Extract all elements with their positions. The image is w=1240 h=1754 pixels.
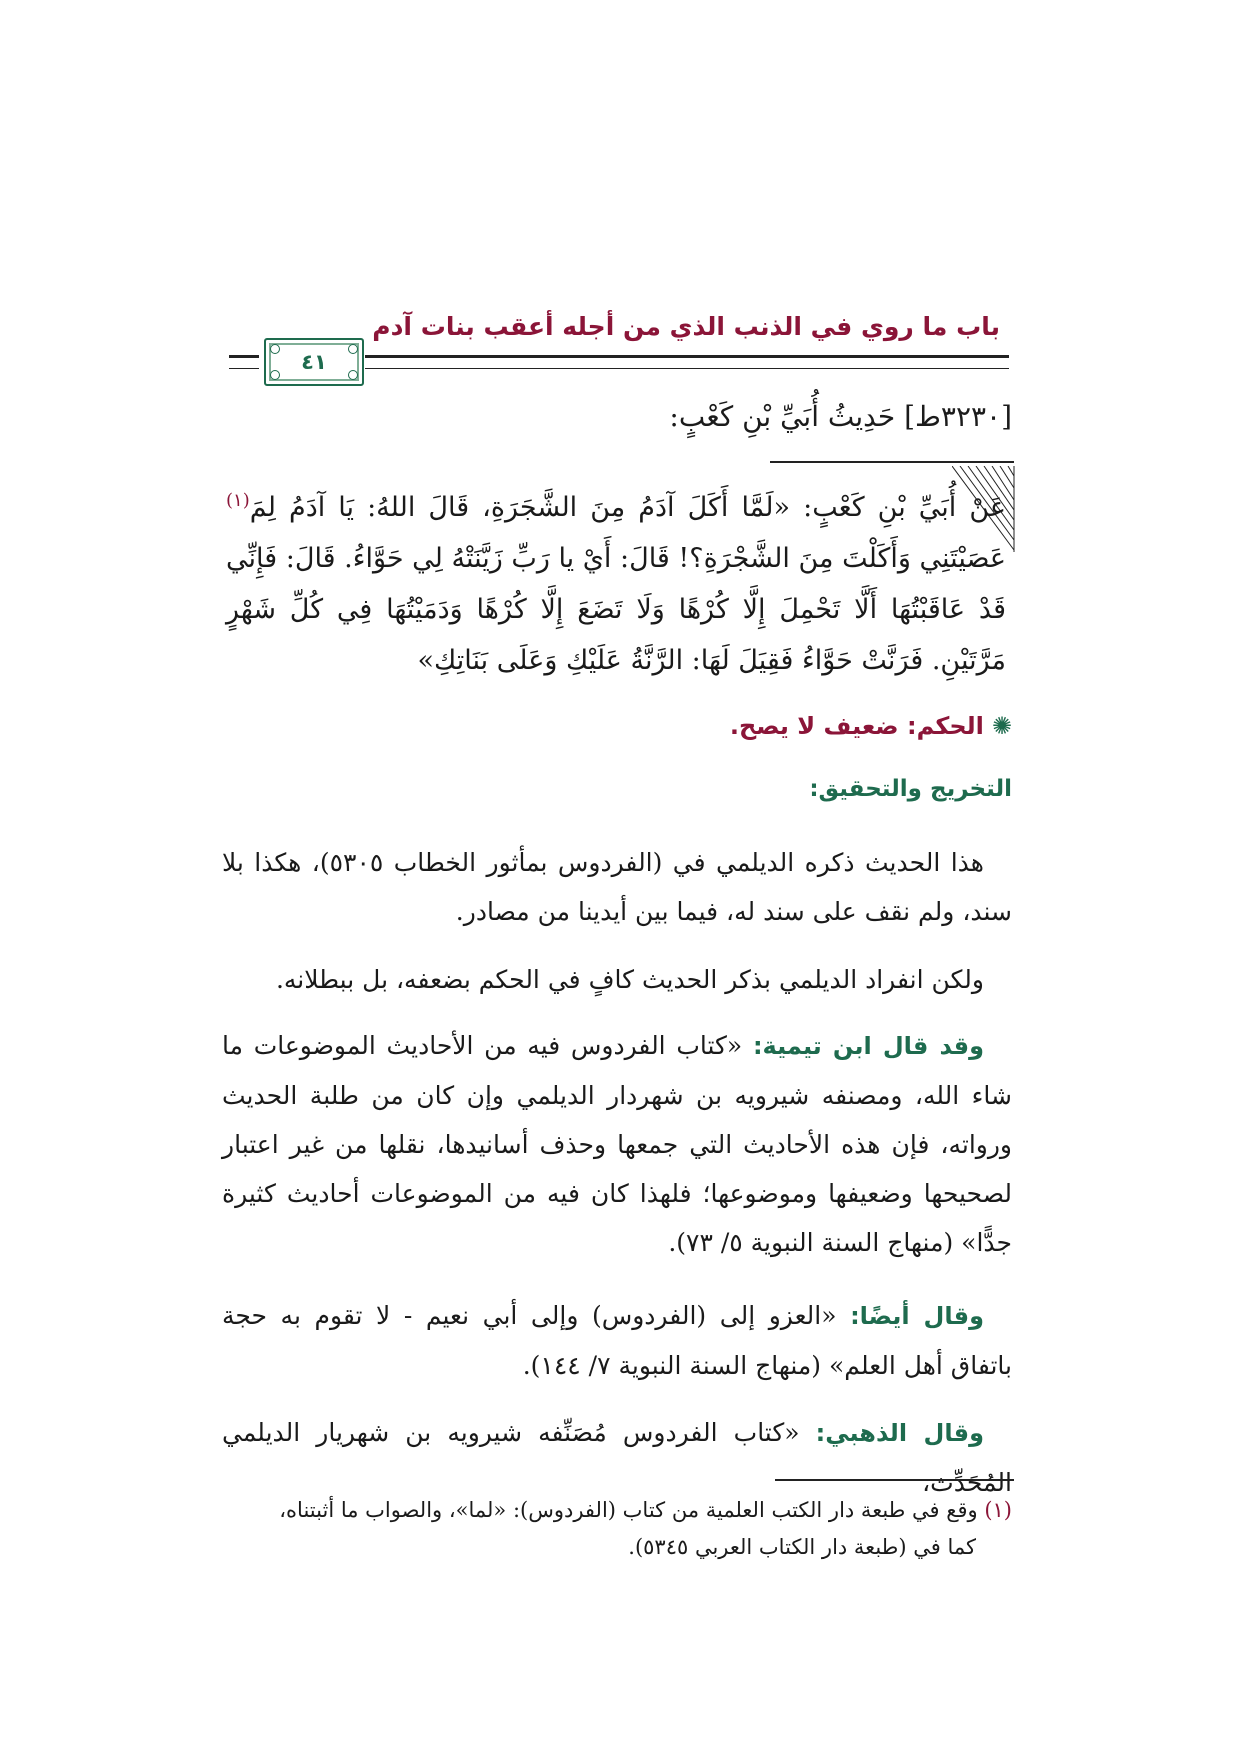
footnote-line2: كما في (طبعة دار الكتاب العربي ٥٣٤٥). <box>628 1535 976 1559</box>
footnote-separator <box>775 1479 1014 1481</box>
header-rule-left <box>229 355 259 369</box>
takhrij-heading: التخريج والتحقيق: <box>809 776 1012 802</box>
running-header-title: باب ما روي في الذنب الذي من أجله أعقب بنات آدم <box>372 312 1000 341</box>
footnote-number: (١) <box>984 1498 1012 1522</box>
quote-paragraph-ibn-taymiyya <box>222 1021 1012 1267</box>
corner-flourish-icon <box>348 370 358 380</box>
rosette-icon: ✺ <box>991 712 1012 740</box>
ruling-label: الحكم: <box>906 712 984 740</box>
paragraph <box>222 838 1012 936</box>
speaker-label: وقال أيضًا: <box>850 1302 984 1330</box>
hadith-text-part2: عَصَيْتَنِي وَأَكَلْتَ مِنَ الشَّجْرَةِ؟! قَالَ: أَيْ يا رَبِّ زَيَّنَتْهُ لِي حَوَّاءُ. قَالَ: فَإِنِّي قَدْ عَاقَبْتُهَا أَلَّا تَحْمِلَ إِلَّا كُرْهًا وَلَا تَضَعَ إِلَّا كُرْهًا وَدَمَيْتُهَا فِي كُلِّ شَهْرٍ مَرَّتَيْنِ. فَرَنَّتْ حَوَّاءُ فَقِيَلَ لَهَا: الرَّنَّةُ عَلَيْكِ وَعَلَى بَنَاتِكِ» <box>226 543 1006 676</box>
quote-text: «كتاب الفردوس مُصَنِّفه شيرويه بن شهريار الديلمي المُحَدِّث، <box>222 1418 1012 1497</box>
hadith-text <box>226 475 1006 686</box>
quote-text: «العزو إلى (الفردوس) وإلى أبي نعيم - لا تقوم به حجة باتفاق أهل العلم» (منهاج السنة النبوية ٧/ ١٤٤). <box>222 1301 1012 1380</box>
speaker-label: وقال الذهبي: <box>815 1419 984 1447</box>
corner-flourish-icon <box>270 344 280 354</box>
heading-underline <box>770 461 1014 463</box>
page-number: ٤١ <box>301 350 327 374</box>
quote-text: «كتاب الفردوس فيه من الأحاديث الموضوعات ما شاء الله، ومصنفه شيرويه بن شهردار الديلمي وإن كان من طلبة الحديث ورواته، فإن هذه الأحاديث التي جمعها وحذف أسانيدها، نقلها من غير اعتبار لصحيحها وضعيفها وموضوعها؛ فلهذا كان فيه من الموضوعات أحاديث كثيرة جدًّا» (منهاج السنة النبوية ٥/ ٧٣). <box>222 1031 1012 1257</box>
paragraph-text: ولكن انفراد الديلمي بذكر الحديث كافٍ في الحكم بضعفه، بل ببطلانه. <box>275 965 984 994</box>
corner-flourish-icon <box>270 370 280 380</box>
corner-flourish-icon <box>348 344 358 354</box>
header-rule-right <box>365 355 1009 369</box>
hadith-heading: [٣٢٣٠ط] حَدِيثُ أُبَيِّ بْنِ كَعْبٍ: <box>669 400 1012 433</box>
footnote <box>222 1492 1012 1566</box>
ruling-value: ضعيف لا يصح. <box>729 712 907 740</box>
speaker-label: وقد قال ابن تيمية: <box>752 1032 985 1060</box>
ruling-line <box>730 712 1012 740</box>
page-number-badge <box>264 338 364 386</box>
footnote-reference[interactable]: (١) <box>226 490 250 511</box>
paragraph-text: هذا الحديث ذكره الديلمي في (الفردوس بمأثور الخطاب ٥٣٠٥)، هكذا بلا سند، ولم نقف على سند له، فيما بين أيدينا من مصادر. <box>222 848 1012 926</box>
hadith-text-part1: عَنْ أُبَيِّ بْنِ كَعْبٍ: «لَمَّا أَكَلَ آدَمُ مِنَ الشَّجَرَةِ، قَالَ اللهُ: يَا آدَمُ لِمَ <box>249 492 1006 523</box>
paragraph <box>222 955 1012 1004</box>
quote-paragraph-also <box>222 1291 1012 1390</box>
footnote-line1: وقع في طبعة دار الكتب العلمية من كتاب (الفردوس): «لما»، والصواب ما أثبتناه، <box>279 1498 985 1522</box>
